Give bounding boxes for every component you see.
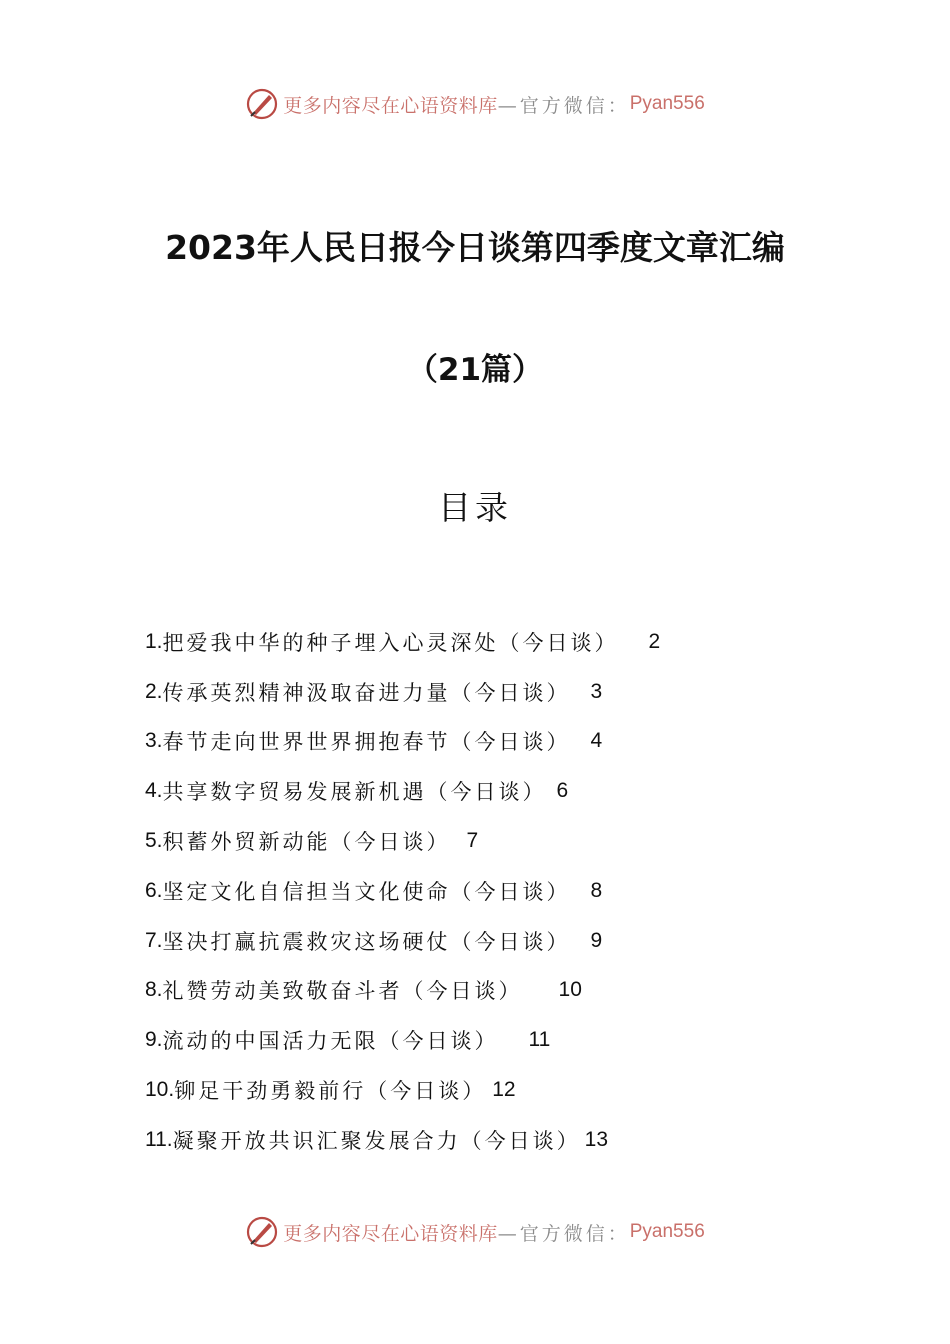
watermark-text: 更多内容尽在心语资料库: [283, 1222, 498, 1245]
toc-item-number: 1.: [145, 629, 163, 653]
toc-item: [145, 617, 845, 667]
document-title: 2023年人民日报今日谈第四季度文章汇编: [165, 228, 785, 267]
quill-logo-icon: [245, 1215, 279, 1249]
document-subtitle: （21篇）: [406, 352, 544, 388]
watermark-text: 更多内容尽在心语资料库: [283, 94, 498, 117]
toc-item: [145, 766, 845, 816]
toc-item-title: 坚定文化自信担当文化使命（今日谈）: [162, 879, 571, 904]
toc-item-page: 10: [558, 978, 582, 1002]
toc-item-title: 传承英烈精神汲取奋进力量（今日谈）: [162, 680, 571, 705]
toc-item-page: 8: [590, 878, 603, 902]
toc-item-number: 11.: [145, 1127, 173, 1151]
toc-item-number: 4.: [145, 779, 163, 803]
watermark-dash-text: —官方微信：: [497, 1222, 630, 1245]
toc-item: [145, 966, 845, 1016]
watermark-banner-bottom: [0, 1212, 950, 1252]
toc-item-title: 凝聚开放共识汇聚发展合力（今日谈）: [172, 1128, 581, 1153]
toc-item-page: 11: [528, 1028, 551, 1052]
watermark-banner-top: [0, 84, 950, 124]
toc-item-page: 7: [466, 829, 479, 853]
toc-item-number: 5.: [145, 829, 163, 853]
toc-item-title: 礼赞劳动美致敬奋斗者（今日谈）: [162, 979, 523, 1004]
toc-item-number: 7.: [145, 928, 163, 952]
watermark-dash-text: —官方微信：: [497, 94, 630, 117]
toc-item-number: 9.: [145, 1028, 163, 1052]
toc-item-number: 10.: [145, 1078, 175, 1102]
toc-item-title: 积蓄外贸新动能（今日谈）: [162, 830, 451, 855]
toc-heading: 目录: [438, 488, 512, 527]
toc-item-page: 2: [648, 629, 661, 653]
toc-item-page: 4: [590, 729, 603, 753]
toc-item: [145, 717, 845, 767]
toc-item-page: 13: [584, 1127, 608, 1151]
toc-item: [145, 1015, 845, 1065]
toc-item-page: 9: [590, 928, 603, 952]
quill-logo-icon: [245, 87, 279, 121]
toc-item-page: 12: [492, 1078, 516, 1102]
toc-item: [145, 667, 845, 717]
toc-item: [145, 1065, 845, 1115]
toc-item: [145, 816, 845, 866]
toc-item-title: 共享数字贸易发展新机遇（今日谈）: [162, 780, 547, 805]
toc-item-page: 6: [556, 779, 569, 803]
table-of-contents: [145, 617, 845, 1165]
watermark-wechat-id: Pyan556: [629, 1221, 705, 1242]
toc-item: [145, 916, 845, 966]
toc-item-number: 6.: [145, 878, 163, 902]
watermark-wechat-id: Pyan556: [629, 93, 705, 114]
toc-item-title: 坚决打赢抗震救灾这场硬仗（今日谈）: [162, 929, 571, 954]
toc-item-title: 把爱我中华的种子埋入心灵深处（今日谈）: [162, 630, 619, 655]
toc-item: [145, 1115, 845, 1165]
toc-item-title: 流动的中国活力无限（今日谈）: [162, 1029, 499, 1054]
toc-item-page: 3: [590, 679, 603, 703]
toc-item-title: 春节走向世界世界拥抱春节（今日谈）: [162, 730, 571, 755]
toc-item-number: 8.: [145, 978, 163, 1002]
toc-item-number: 2.: [145, 679, 163, 703]
toc-item-title: 铆足干劲勇毅前行（今日谈）: [174, 1079, 487, 1104]
toc-item-number: 3.: [145, 729, 163, 753]
toc-item: [145, 866, 845, 916]
